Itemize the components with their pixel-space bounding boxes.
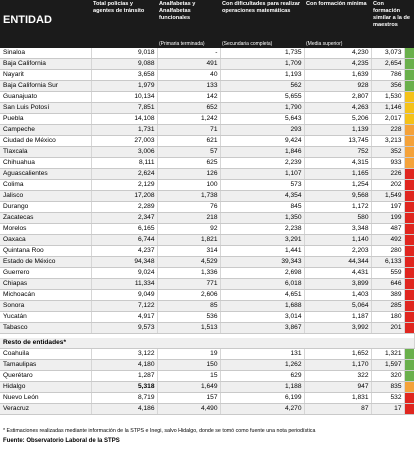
cell-value: 1,790	[220, 103, 304, 114]
cell-value: 573	[220, 180, 304, 191]
cell-value: 1,165	[304, 169, 371, 180]
color-indicator	[404, 136, 414, 147]
cell-value: 17	[371, 404, 404, 415]
table-row	[0, 224, 414, 235]
cell-value: 1,170	[304, 360, 371, 371]
cell-value: 8,719	[91, 393, 157, 404]
cell-value: 3,899	[304, 279, 371, 290]
cell-value: 11,334	[91, 279, 157, 290]
table-row	[0, 70, 414, 81]
cell-value: 6,018	[220, 279, 304, 290]
cell-value: 322	[304, 371, 371, 382]
cell-value: 142	[157, 92, 220, 103]
table-row	[0, 349, 414, 360]
cell-value: 1,735	[220, 48, 304, 59]
cell-entidad: Chiapas	[0, 279, 91, 290]
table-row	[0, 393, 414, 404]
cell-entidad: Sinaloa	[0, 48, 91, 59]
cell-value: 1,652	[304, 349, 371, 360]
table-row	[0, 312, 414, 323]
cell-entidad: Yucatán	[0, 312, 91, 323]
cell-entidad: Baja California	[0, 59, 91, 70]
cell-entidad: Coahuila	[0, 349, 91, 360]
cell-value: 5,206	[304, 114, 371, 125]
cell-value: 285	[371, 301, 404, 312]
color-indicator	[404, 312, 414, 323]
cell-value: 126	[157, 169, 220, 180]
color-indicator	[404, 158, 414, 169]
cell-value: 2,624	[91, 169, 157, 180]
cell-value: 559	[371, 268, 404, 279]
cell-value: 625	[157, 158, 220, 169]
cell-entidad: Morelos	[0, 224, 91, 235]
cell-value: 14,108	[91, 114, 157, 125]
cell-value: 1,350	[220, 213, 304, 224]
cell-value: 4,270	[220, 404, 304, 415]
cell-value: 3,014	[220, 312, 304, 323]
cell-value: 1,188	[220, 382, 304, 393]
color-indicator	[404, 279, 414, 290]
cell-entidad: Puebla	[0, 114, 91, 125]
cell-value: 3,006	[91, 147, 157, 158]
cell-entidad: San Luis Potosí	[0, 103, 91, 114]
cell-value: 4,490	[157, 404, 220, 415]
cell-value: 92	[157, 224, 220, 235]
color-indicator	[404, 323, 414, 334]
color-indicator	[404, 393, 414, 404]
color-indicator	[404, 257, 414, 268]
cell-value: 4,186	[91, 404, 157, 415]
color-indicator	[404, 246, 414, 257]
cell-value: 1,979	[91, 81, 157, 92]
table-row	[0, 213, 414, 224]
cell-value: 2,347	[91, 213, 157, 224]
section-row	[0, 338, 414, 349]
table-row	[0, 382, 414, 393]
cell-value: 1,530	[371, 92, 404, 103]
cell-value: 562	[220, 81, 304, 92]
cell-entidad: Durango	[0, 202, 91, 213]
cell-value: 1,513	[157, 323, 220, 334]
subheader-entidad	[0, 40, 91, 48]
cell-value: 835	[371, 382, 404, 393]
cell-entidad: Ciudad de México	[0, 136, 91, 147]
cell-entidad: Tlaxcala	[0, 147, 91, 158]
cell-value: 845	[220, 202, 304, 213]
color-indicator	[404, 301, 414, 312]
cell-value: 536	[157, 312, 220, 323]
cell-value: 4,235	[304, 59, 371, 70]
cell-value: 4,354	[220, 191, 304, 202]
section-title: Resto de entidades*	[0, 338, 414, 349]
cell-value: 6,199	[220, 393, 304, 404]
cell-value: 5,655	[220, 92, 304, 103]
color-indicator	[404, 147, 414, 158]
cell-entidad: Querétaro	[0, 371, 91, 382]
table-row	[0, 103, 414, 114]
cell-value: 4,431	[304, 268, 371, 279]
cell-entidad: Estado de México	[0, 257, 91, 268]
color-indicator	[404, 48, 414, 59]
cell-value: 3,348	[304, 224, 371, 235]
cell-value: 771	[157, 279, 220, 290]
cell-value: 85	[157, 301, 220, 312]
subheader-primaria: (Primaria terminada)	[157, 40, 220, 48]
cell-value: 5,643	[220, 114, 304, 125]
table-row	[0, 235, 414, 246]
table-row	[0, 404, 414, 415]
color-indicator	[404, 404, 414, 415]
cell-value: 100	[157, 180, 220, 191]
cell-value: 9,424	[220, 136, 304, 147]
cell-value: 7,851	[91, 103, 157, 114]
cell-value: 389	[371, 290, 404, 301]
table-row	[0, 81, 414, 92]
cell-value: 7,122	[91, 301, 157, 312]
cell-value: 1,403	[304, 290, 371, 301]
cell-value: 3,291	[220, 235, 304, 246]
cell-value: 4,315	[304, 158, 371, 169]
cell-value: 1,846	[220, 147, 304, 158]
cell-value: 2,203	[304, 246, 371, 257]
cell-value: 2,017	[371, 114, 404, 125]
color-indicator	[404, 125, 414, 136]
cell-value: 157	[157, 393, 220, 404]
cell-value: 356	[371, 81, 404, 92]
cell-value: 4,263	[304, 103, 371, 114]
table-row	[0, 371, 414, 382]
cell-value: 1,254	[304, 180, 371, 191]
cell-value: 1,107	[220, 169, 304, 180]
subheader-media-superior: (Media superior)	[304, 40, 371, 48]
cell-value: 1,821	[157, 235, 220, 246]
cell-value: 491	[157, 59, 220, 70]
cell-value: 2,807	[304, 92, 371, 103]
table-row	[0, 246, 414, 257]
cell-entidad: Quintana Roo	[0, 246, 91, 257]
cell-value: 218	[157, 213, 220, 224]
cell-entidad: Aguascalientes	[0, 169, 91, 180]
cell-value: 39,343	[220, 257, 304, 268]
cell-value: 293	[220, 125, 304, 136]
table-row	[0, 158, 414, 169]
cell-value: 786	[371, 70, 404, 81]
cell-value: 1,441	[220, 246, 304, 257]
cell-value: 2,239	[220, 158, 304, 169]
cell-entidad: Guanajuato	[0, 92, 91, 103]
color-indicator	[404, 81, 414, 92]
cell-value: 2,238	[220, 224, 304, 235]
cell-value: 4,180	[91, 360, 157, 371]
color-indicator	[404, 92, 414, 103]
cell-value: 76	[157, 202, 220, 213]
header-dificultades: Con dificultades para realizar operaciones matemáticas	[220, 0, 304, 40]
cell-value: 1,140	[304, 235, 371, 246]
cell-value: 5,064	[304, 301, 371, 312]
table-row	[0, 180, 414, 191]
cell-value: 3,073	[371, 48, 404, 59]
table-row	[0, 202, 414, 213]
cell-value: 9,573	[91, 323, 157, 334]
cell-value: 87	[304, 404, 371, 415]
subheader-secundaria: (Secundaria completa)	[220, 40, 304, 48]
cell-value: 621	[157, 136, 220, 147]
cell-value: 40	[157, 70, 220, 81]
cell-value: 6,165	[91, 224, 157, 235]
table-row	[0, 169, 414, 180]
cell-entidad: Colima	[0, 180, 91, 191]
header-formacion-maestros: Con formación similar a la de maestros	[371, 0, 414, 40]
table-row	[0, 48, 414, 59]
cell-value: 352	[371, 147, 404, 158]
cell-value: 131	[220, 349, 304, 360]
table-row	[0, 59, 414, 70]
color-indicator	[404, 235, 414, 246]
header-entidad: ENTIDAD	[0, 0, 91, 40]
cell-value: 1,731	[91, 125, 157, 136]
cell-value: 1,146	[371, 103, 404, 114]
color-indicator	[404, 191, 414, 202]
cell-value: 4,917	[91, 312, 157, 323]
cell-value: 17,208	[91, 191, 157, 202]
cell-value: 228	[371, 125, 404, 136]
cell-entidad: Tabasco	[0, 323, 91, 334]
subheader-total	[91, 40, 157, 48]
cell-value: 4,230	[304, 48, 371, 59]
cell-value: 9,049	[91, 290, 157, 301]
cell-value: 9,568	[304, 191, 371, 202]
cell-value: 1,187	[304, 312, 371, 323]
cell-entidad: Chihuahua	[0, 158, 91, 169]
cell-value: 532	[371, 393, 404, 404]
cell-value: 3,992	[304, 323, 371, 334]
cell-value: 2,606	[157, 290, 220, 301]
cell-value: 4,651	[220, 290, 304, 301]
cell-value: 4,237	[91, 246, 157, 257]
cell-value: 2,698	[220, 268, 304, 279]
cell-value: 1,139	[304, 125, 371, 136]
footer	[3, 428, 415, 446]
cell-value: 180	[371, 312, 404, 323]
cell-value: 57	[157, 147, 220, 158]
color-indicator	[404, 382, 414, 393]
subheader-maestros	[371, 40, 414, 48]
color-indicator	[404, 169, 414, 180]
cell-value: 27,003	[91, 136, 157, 147]
cell-value: 9,018	[91, 48, 157, 59]
cell-entidad: Zacatecas	[0, 213, 91, 224]
cell-value: 314	[157, 246, 220, 257]
table-row	[0, 136, 414, 147]
cell-value: 1,287	[91, 371, 157, 382]
cell-entidad: Veracruz	[0, 404, 91, 415]
cell-value: 9,024	[91, 268, 157, 279]
cell-value: 947	[304, 382, 371, 393]
color-indicator	[404, 290, 414, 301]
cell-entidad: Sonora	[0, 301, 91, 312]
cell-value: 1,831	[304, 393, 371, 404]
cell-value: 629	[220, 371, 304, 382]
table-row	[0, 114, 414, 125]
table-row	[0, 147, 414, 158]
cell-value: 226	[371, 169, 404, 180]
cell-value: 1,262	[220, 360, 304, 371]
cell-value: 5,318	[91, 382, 157, 393]
cell-entidad: Baja California Sur	[0, 81, 91, 92]
cell-entidad: Michoacán	[0, 290, 91, 301]
cell-value: 1,549	[371, 191, 404, 202]
color-indicator	[404, 103, 414, 114]
cell-value: 8,111	[91, 158, 157, 169]
cell-value: 1,321	[371, 349, 404, 360]
cell-entidad: Nuevo León	[0, 393, 91, 404]
cell-value: 1,597	[371, 360, 404, 371]
cell-value: 3,122	[91, 349, 157, 360]
cell-value: 6,744	[91, 235, 157, 246]
cell-value: 4,529	[157, 257, 220, 268]
color-indicator	[404, 213, 414, 224]
table-row	[0, 268, 414, 279]
cell-entidad: Oaxaca	[0, 235, 91, 246]
cell-value: 580	[304, 213, 371, 224]
color-indicator	[404, 360, 414, 371]
cell-value: 492	[371, 235, 404, 246]
table-row	[0, 191, 414, 202]
footnote: * Estimaciones realizadas mediante información de la STPS e Inegi, salvo Hidalgo, donde se tomó como fuente una nota periodística	[3, 428, 316, 434]
table-row	[0, 125, 414, 136]
cell-value: 201	[371, 323, 404, 334]
cell-value: 1,242	[157, 114, 220, 125]
cell-value: 1,193	[220, 70, 304, 81]
table-row	[0, 360, 414, 371]
cell-value: 199	[371, 213, 404, 224]
color-indicator	[404, 371, 414, 382]
cell-value: 320	[371, 371, 404, 382]
color-indicator	[404, 114, 414, 125]
cell-value: 133	[157, 81, 220, 92]
cell-value: 197	[371, 202, 404, 213]
table-row	[0, 290, 414, 301]
cell-value: 646	[371, 279, 404, 290]
table-row	[0, 279, 414, 290]
cell-value: 1,688	[220, 301, 304, 312]
cell-value: 10,134	[91, 92, 157, 103]
table-row	[0, 92, 414, 103]
cell-value: 3,658	[91, 70, 157, 81]
cell-entidad: Hidalgo	[0, 382, 91, 393]
cell-value: 1,649	[157, 382, 220, 393]
cell-value: 13,745	[304, 136, 371, 147]
source-note: Fuente: Observatorio Laboral de la STPS	[3, 438, 120, 444]
cell-value: -	[157, 48, 220, 59]
cell-value: 3,867	[220, 323, 304, 334]
header-analfabetas: Analfabetas y Analfabetas funcionales	[157, 0, 220, 40]
cell-value: 933	[371, 158, 404, 169]
table-row	[0, 301, 414, 312]
cell-entidad: Tamaulipas	[0, 360, 91, 371]
table-row	[0, 257, 414, 268]
color-indicator	[404, 202, 414, 213]
cell-value: 2,289	[91, 202, 157, 213]
cell-value: 752	[304, 147, 371, 158]
cell-value: 6,133	[371, 257, 404, 268]
header-total: Total policías y agentes de tránsito	[91, 0, 157, 40]
cell-value: 1,709	[220, 59, 304, 70]
cell-value: 94,348	[91, 257, 157, 268]
cell-value: 19	[157, 349, 220, 360]
cell-value: 1,172	[304, 202, 371, 213]
cell-entidad: Jalisco	[0, 191, 91, 202]
color-indicator	[404, 180, 414, 191]
color-indicator	[404, 268, 414, 279]
cell-value: 487	[371, 224, 404, 235]
cell-value: 150	[157, 360, 220, 371]
cell-value: 928	[304, 81, 371, 92]
cell-value: 9,088	[91, 59, 157, 70]
cell-entidad: Campeche	[0, 125, 91, 136]
cell-entidad: Nayarit	[0, 70, 91, 81]
cell-value: 1,738	[157, 191, 220, 202]
cell-entidad: Guerrero	[0, 268, 91, 279]
cell-value: 1,336	[157, 268, 220, 279]
header-formacion-minima: Con formación mínima	[304, 0, 371, 40]
cell-value: 652	[157, 103, 220, 114]
color-indicator	[404, 349, 414, 360]
color-indicator	[404, 224, 414, 235]
cell-value: 2,129	[91, 180, 157, 191]
cell-value: 44,344	[304, 257, 371, 268]
color-indicator	[404, 70, 414, 81]
cell-value: 3,213	[371, 136, 404, 147]
cell-value: 71	[157, 125, 220, 136]
color-indicator	[404, 59, 414, 70]
cell-value: 202	[371, 180, 404, 191]
cell-value: 1,639	[304, 70, 371, 81]
table-row	[0, 323, 414, 334]
cell-value: 15	[157, 371, 220, 382]
cell-value: 280	[371, 246, 404, 257]
table-body	[0, 48, 414, 415]
cell-value: 2,654	[371, 59, 404, 70]
